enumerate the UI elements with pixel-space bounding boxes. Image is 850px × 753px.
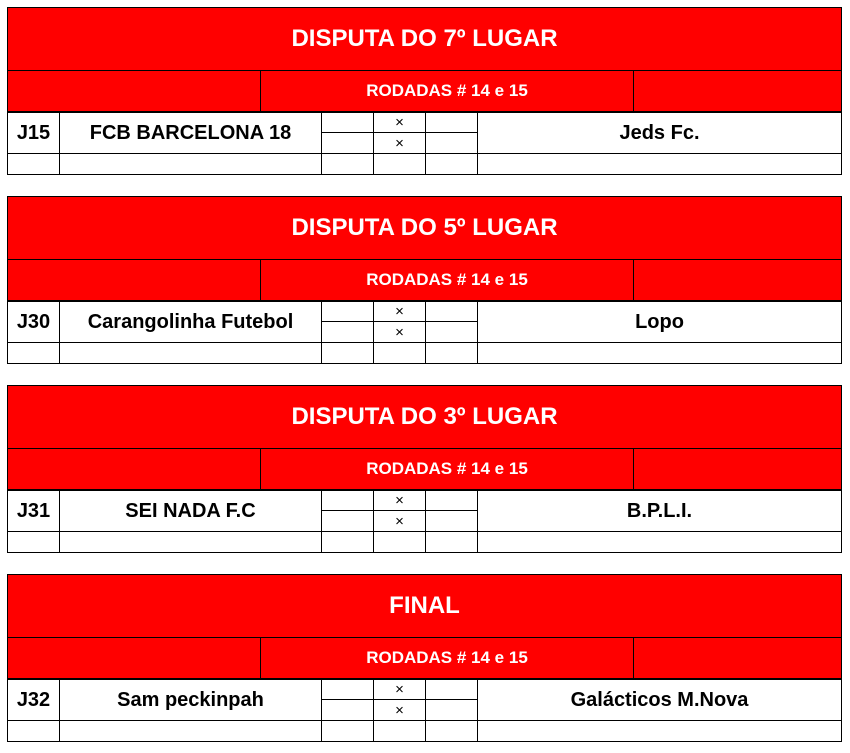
round-label: RODADAS # 14 e 15 [260,70,634,112]
blank-row [7,720,842,742]
home-team: SEI NADA F.C [59,490,322,532]
home-score-leg2[interactable] [321,699,374,721]
blank-cell [477,153,842,175]
blank-cell [321,342,374,364]
away-score-leg2[interactable] [425,510,478,532]
match-row [7,301,842,343]
away-score-leg2[interactable] [425,699,478,721]
round-left-cell [7,70,261,112]
away-team: Lopo [477,301,842,343]
round-left-cell [7,448,261,490]
blank-cell [7,531,60,553]
versus-leg1: × [373,301,426,322]
blank-row [7,531,842,553]
blank-cell [321,531,374,553]
away-team: Galácticos M.Nova [477,679,842,721]
away-score-leg2[interactable] [425,132,478,154]
match-code: J30 [7,301,60,343]
home-team: Carangolinha Futebol [59,301,322,343]
bracket-final [7,574,842,753]
blank-row [7,153,842,175]
blank-cell [7,153,60,175]
bracket-title: DISPUTA DO 3º LUGAR [7,385,842,449]
match-row [7,679,842,721]
home-score-leg1[interactable] [321,490,374,511]
away-score-leg1[interactable] [425,112,478,133]
blank-cell [321,720,374,742]
round-right-cell [633,70,842,112]
round-right-cell [633,637,842,679]
away-score-leg2[interactable] [425,321,478,343]
home-score-leg1[interactable] [321,301,374,322]
home-score-leg1[interactable] [321,679,374,700]
versus-leg2: × [373,510,426,532]
round-right-cell [633,259,842,301]
versus-leg1: × [373,112,426,133]
blank-cell [373,720,426,742]
blank-cell [425,342,478,364]
blank-cell [425,153,478,175]
round-label: RODADAS # 14 e 15 [260,448,634,490]
match-row [7,490,842,532]
bracket-title: DISPUTA DO 5º LUGAR [7,196,842,260]
blank-cell [59,342,322,364]
away-team: Jeds Fc. [477,112,842,154]
home-score-leg2[interactable] [321,321,374,343]
away-score-leg1[interactable] [425,301,478,322]
bracket-title: FINAL [7,574,842,638]
match-row [7,112,842,154]
round-right-cell [633,448,842,490]
blank-cell [425,720,478,742]
blank-cell [373,153,426,175]
round-row [7,448,842,490]
away-score-leg1[interactable] [425,490,478,511]
blank-cell [59,531,322,553]
bracket-3rd-place [7,385,842,564]
round-row [7,70,842,112]
bracket-5th-place [7,196,842,375]
versus-leg2: × [373,132,426,154]
home-team: Sam peckinpah [59,679,322,721]
versus-leg1: × [373,490,426,511]
blank-cell [477,342,842,364]
versus-leg2: × [373,699,426,721]
blank-cell [425,531,478,553]
round-left-cell [7,637,261,679]
blank-cell [477,720,842,742]
versus-leg2: × [373,321,426,343]
round-row [7,259,842,301]
round-label: RODADAS # 14 e 15 [260,259,634,301]
versus-leg1: × [373,679,426,700]
bracket-7th-place [7,7,842,186]
home-score-leg2[interactable] [321,510,374,532]
blank-cell [59,720,322,742]
home-score-leg1[interactable] [321,112,374,133]
match-code: J31 [7,490,60,532]
home-team: FCB BARCELONA 18 [59,112,322,154]
blank-cell [7,342,60,364]
round-row [7,637,842,679]
blank-cell [373,531,426,553]
bracket-title: DISPUTA DO 7º LUGAR [7,7,842,71]
round-label: RODADAS # 14 e 15 [260,637,634,679]
blank-cell [373,342,426,364]
round-left-cell [7,259,261,301]
home-score-leg2[interactable] [321,132,374,154]
blank-cell [59,153,322,175]
match-code: J15 [7,112,60,154]
away-team: B.P.L.I. [477,490,842,532]
blank-cell [321,153,374,175]
blank-cell [7,720,60,742]
away-score-leg1[interactable] [425,679,478,700]
blank-row [7,342,842,364]
blank-cell [477,531,842,553]
match-code: J32 [7,679,60,721]
